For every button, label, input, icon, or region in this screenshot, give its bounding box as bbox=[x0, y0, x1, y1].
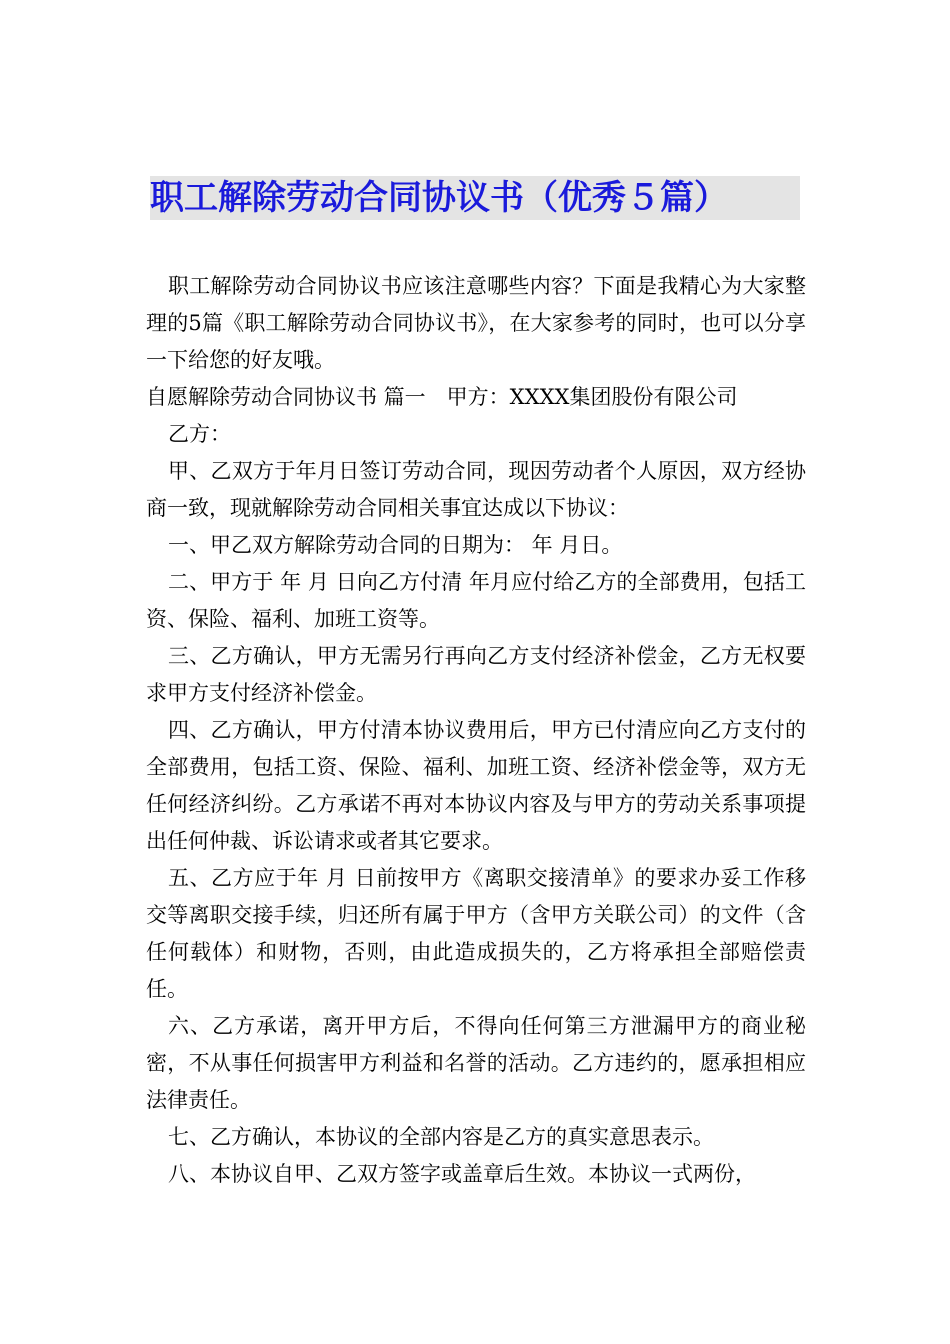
paragraph-clause-1: 一、甲乙双方解除劳动合同的日期为： 年 月日。 bbox=[168, 533, 623, 557]
paragraph-clause-3: 三、乙方确认，甲方无需另行再向乙方支付经济补偿金，乙方无权要求甲方支付经济补偿金。 bbox=[146, 644, 806, 705]
paragraph-heading-party-a: 自愿解除劳动合同协议书 篇一 甲方：XXXX集团股份有限公司 bbox=[146, 385, 738, 409]
paragraph-clause-2: 二、甲方于 年 月 日向乙方付清 年月应付给乙方的全部费用，包括工资、保险、福利、加班工资等。 bbox=[146, 570, 806, 631]
paragraph-intro: 职工解除劳动合同协议书应该注意哪些内容？下面是我精心为大家整理的5篇《职工解除劳动合同协议书》，在大家参考的同时，也可以分享一下给您的好友哦。 bbox=[146, 274, 806, 372]
paragraph-clause-7: 七、乙方确认，本协议的全部内容是乙方的真实意思表示。 bbox=[168, 1125, 714, 1149]
paragraph-party-b: 乙方： bbox=[168, 422, 231, 446]
title-highlight bbox=[150, 176, 800, 220]
paragraph-clause-4: 四、乙方确认，甲方付清本协议费用后，甲方已付清应向乙方支付的全部费用，包括工资、保险、福利、加班工资、经济补偿金等，双方无任何经济纠纷。乙方承诺不再对本协议内容及与甲方的劳动关系事项提出任何仲裁、诉讼请求或者其它要求。 bbox=[146, 718, 806, 853]
paragraph-clause-5: 五、乙方应于年 月 日前按甲方《离职交接清单》的要求办妥工作移交等离职交接手续，归还所有属于甲方（含甲方关联公司）的文件（含任何载体）和财物，否则，由此造成损失的，乙方将承担全部赔偿责任。 bbox=[146, 866, 806, 1001]
document-body bbox=[146, 268, 806, 1193]
document-title: 职工解除劳动合同协议书（优秀５篇） bbox=[150, 178, 728, 218]
paragraph-clause-6: 六、乙方承诺，离开甲方后，不得向任何第三方泄漏甲方的商业秘密，不从事任何损害甲方利益和名誉的活动。乙方违约的，愿承担相应法律责任。 bbox=[146, 1014, 806, 1112]
paragraph-preamble: 甲、乙双方于年月日签订劳动合同，现因劳动者个人原因，双方经协商一致，现就解除劳动合同相关事宜达成以下协议： bbox=[146, 459, 806, 520]
paragraph-clause-8: 八、本协议自甲、乙双方签字或盖章后生效。本协议一式两份， bbox=[168, 1162, 756, 1186]
